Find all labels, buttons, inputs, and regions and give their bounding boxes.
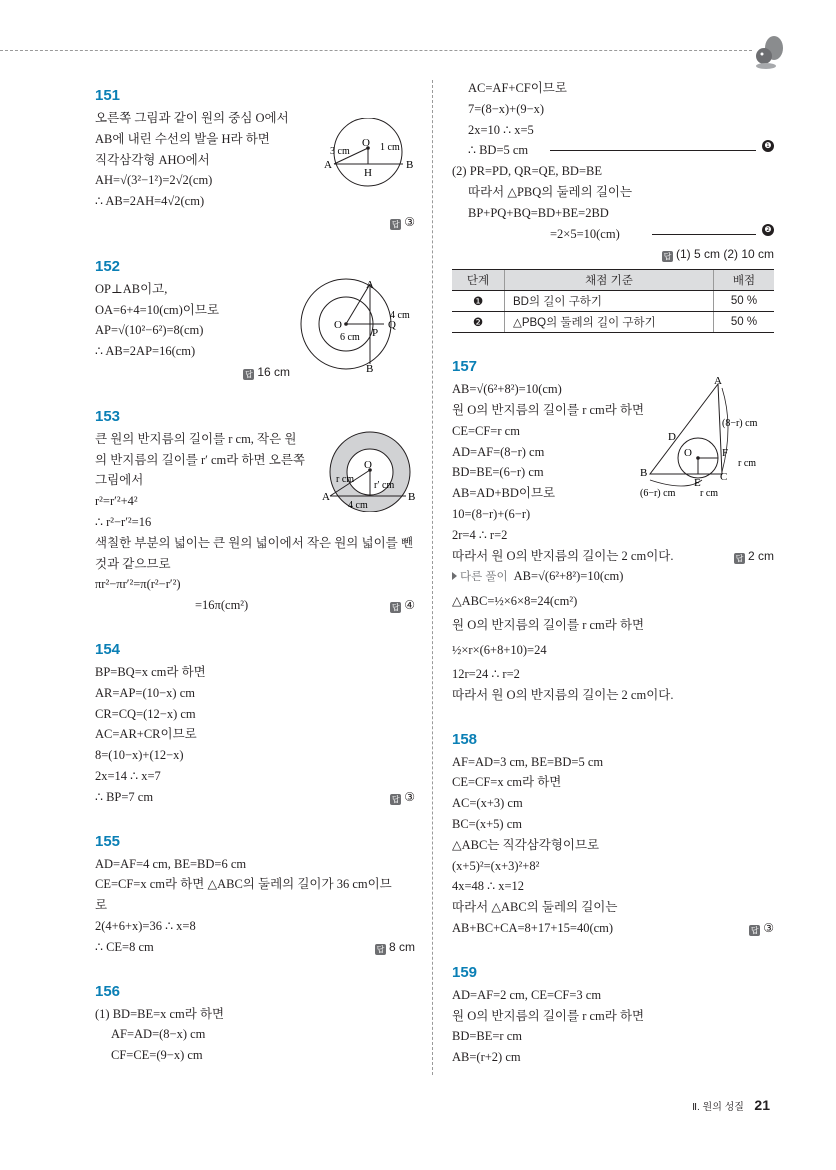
solution-line: 7=(8−x)+(9−x)	[468, 101, 545, 116]
svg-text:r cm: r cm	[738, 458, 757, 469]
problem-number: 158	[452, 730, 478, 748]
page-number: 21	[754, 1097, 770, 1113]
solution-line: △ABC=½×6×8=24(cm²)	[452, 594, 578, 609]
solution-line: 따라서 △ABC의 둘레의 길이는	[452, 900, 618, 915]
step-marker-1: ❶	[762, 140, 774, 152]
svg-text:r cm: r cm	[700, 488, 719, 499]
solution-line: AB=√(6²+8²)=10(cm)	[452, 382, 562, 397]
svg-text:4 cm: 4 cm	[390, 310, 410, 321]
solution-line: 원 O의 반지름의 길이를 r cm라 하면	[452, 402, 645, 417]
solution-line: ∴ BP=7 cm	[95, 789, 154, 804]
label-H: H	[364, 167, 372, 179]
right-column	[452, 78, 774, 1068]
answer-badge: 답 (1) 5 cm (2) 10 cm	[663, 247, 774, 262]
answer-row	[95, 362, 290, 383]
svg-text:C: C	[720, 471, 728, 483]
solution-line: BP+PQ+BQ=BD+BE=2BD	[468, 205, 609, 220]
solution-line: AC=AF+CF이므로	[468, 81, 567, 95]
solution-line: CF=CE=(9−x) cm	[111, 1048, 203, 1063]
solution-line: 원 O의 반지름의 길이를 r cm라 하면	[452, 1008, 645, 1023]
table-cell: BD의 길이 구하기	[505, 291, 714, 312]
solution-line: 로	[95, 898, 108, 913]
table-cell: △PBQ의 둘레의 길이 구하기	[505, 312, 714, 333]
table-header: 배점	[714, 270, 775, 291]
table-row	[452, 291, 774, 312]
svg-text:(8−r) cm: (8−r) cm	[722, 418, 758, 429]
solution-line: AH=√(3²−1²)=2√2(cm)	[95, 173, 213, 188]
answer-badge: 답 8 cm	[376, 939, 415, 954]
problem-number: 154	[95, 640, 121, 658]
svg-text:Q: Q	[388, 319, 396, 331]
figure-153-annulus	[318, 430, 420, 512]
svg-text:r′ cm: r′ cm	[374, 480, 395, 491]
problem-number: 156	[95, 982, 121, 1000]
solution-line: AF=AD=3 cm, BE=BD=5 cm	[452, 754, 604, 769]
figure-151-circle	[312, 118, 420, 192]
svg-text:6 cm: 6 cm	[340, 332, 360, 343]
answer-row	[95, 595, 415, 616]
left-column	[95, 84, 415, 1066]
solution-line: ∴ AB=2AP=16(cm)	[95, 344, 196, 359]
solution-line: BD=BE=r cm	[452, 1029, 522, 1044]
answer-badge: 답 ④	[391, 598, 415, 613]
solution-line: AD=AF=(8−r) cm	[452, 444, 545, 459]
alt-solution-line: 다른 풀이 AB=√(6²+8²)=10(cm)	[452, 566, 774, 587]
scoring-table	[452, 269, 774, 333]
figure-152-concentric-circles	[300, 276, 420, 372]
solution-line: 2x=14 ∴ x=7	[95, 768, 161, 783]
table-header: 단계	[452, 270, 505, 291]
answer-badge: 답 2 cm	[735, 548, 774, 563]
solution-line: AB=(r+2) cm	[452, 1050, 521, 1065]
answer-box-icon: 답	[244, 369, 253, 379]
solution-line: 4x=48 ∴ x=12	[452, 879, 525, 894]
label-B: B	[406, 159, 414, 171]
svg-text:F: F	[722, 447, 729, 459]
solution-line: AD=AF=2 cm, CE=CF=3 cm	[452, 987, 602, 1002]
solution-line: 따라서 원 O의 반지름의 길이는 2 cm이다.	[452, 687, 674, 702]
column-divider	[432, 80, 433, 1075]
answer-row	[95, 937, 415, 958]
solution-line: (x+5)²=(x+3)²+8²	[452, 858, 540, 873]
solution-line: BD=BE=(6−r) cm	[452, 465, 544, 480]
svg-text:4 cm: 4 cm	[348, 500, 368, 511]
table-cell: 50 %	[714, 291, 775, 312]
svg-text:D: D	[668, 431, 676, 443]
answer-box-icon: 답	[391, 219, 400, 229]
answer-badge: 답 16 cm	[244, 364, 290, 379]
alt-solution-label: 다른 풀이	[460, 571, 508, 584]
svg-text:(6−r) cm: (6−r) cm	[640, 488, 676, 499]
solution-line: CE=CF=r cm	[452, 423, 520, 438]
solution-line: 따라서 원 O의 반지름의 길이는 2 cm이다.	[452, 548, 674, 563]
svg-text:A: A	[322, 491, 330, 503]
svg-text:A: A	[714, 376, 722, 387]
table-row	[452, 312, 774, 333]
answer-box-icon: 답	[391, 794, 400, 804]
step-marker-2: ❷	[762, 224, 774, 236]
answer-row	[452, 546, 774, 567]
solution-line: AB에 내린 수선의 발을 H라 하면	[95, 131, 270, 146]
page-footer	[692, 1097, 770, 1115]
solution-line: AD=AF=4 cm, BE=BD=6 cm	[95, 856, 247, 871]
solution-line: 것과 같으므로	[95, 556, 171, 571]
solution-line: =16π(cm²)	[195, 598, 249, 613]
solution-line: △ABC는 직각삼각형이므로	[452, 837, 600, 852]
solution-line: 8=(10−x)+(12−x)	[95, 748, 184, 763]
solution-line: 10=(8−r)+(6−r)	[452, 506, 531, 521]
table-cell: ❶	[452, 291, 505, 312]
solution-line: r²=r′²+4²	[95, 494, 138, 509]
problem-number: 151	[95, 87, 121, 104]
problem-number: 152	[95, 257, 121, 275]
answer-row	[95, 212, 415, 233]
table-cell: ❷	[452, 312, 505, 333]
solution-line: ∴ r²−r′²=16	[95, 514, 152, 529]
solution-line: 그림에서	[95, 473, 144, 488]
solution-line: 큰 원의 반지름의 길이를 r cm, 작은 원	[95, 431, 297, 446]
solution-line: ∴ BD=5 cm ❶	[452, 140, 774, 161]
solution-line: 의 반지름의 길이를 r′ cm라 하면 오른쪽	[95, 452, 305, 467]
answer-row	[452, 244, 774, 265]
label-A: A	[324, 159, 332, 171]
solution-line: 원 O의 반지름의 길이를 r cm라 하면	[452, 618, 645, 633]
figure-157-right-triangle-incircle	[636, 376, 778, 500]
solution-line: ½×r×(6+8+10)=24	[452, 642, 547, 657]
answer-row	[95, 787, 415, 808]
solution-line: CR=CQ=(12−x) cm	[95, 706, 196, 721]
solution-line: ∴ CE=8 cm	[95, 939, 154, 954]
chapter-label: Ⅱ. 원의 성질	[692, 1102, 744, 1113]
solution-line: 2r=4 ∴ r=2	[452, 527, 508, 542]
svg-text:O: O	[684, 447, 692, 459]
answer-box-icon: 답	[376, 944, 385, 954]
svg-text:r cm: r cm	[336, 474, 355, 485]
solution-line: BC=(x+5) cm	[452, 816, 522, 831]
answer-row	[452, 918, 774, 939]
svg-text:B: B	[408, 491, 416, 503]
svg-text:B: B	[640, 467, 648, 479]
answer-badge: 답 ③	[391, 214, 415, 229]
solution-line: BP=BQ=x cm라 하면	[95, 664, 206, 679]
solution-line: 따라서 △PBQ의 둘레의 길이는	[468, 184, 633, 199]
svg-text:O: O	[334, 319, 342, 331]
solution-line: 2x=10 ∴ x=5	[468, 122, 534, 137]
answer-box-icon: 답	[391, 603, 400, 613]
solution-line: CE=CF=x cm라 하면	[452, 775, 562, 790]
arrow-right-icon	[452, 572, 457, 580]
solution-line: ∴ AB=2AH=4√2(cm)	[95, 194, 205, 209]
answer-badge: 답 ③	[391, 789, 415, 804]
svg-text:B: B	[366, 363, 374, 372]
solution-line: (2) PR=PD, QR=QE, BD=BE	[452, 164, 602, 179]
label-3cm: 3 cm	[330, 146, 350, 157]
solution-line: =2×5=10(cm) ❷	[452, 224, 774, 245]
svg-text:A: A	[366, 279, 374, 291]
problem-number: 157	[452, 358, 478, 376]
solution-line: AF=AD=(8−x) cm	[111, 1027, 206, 1042]
svg-text:O: O	[364, 459, 372, 471]
svg-text:P: P	[372, 327, 379, 339]
header-rule	[0, 50, 752, 51]
label-1cm: 1 cm	[380, 142, 400, 153]
problem-number: 155	[95, 832, 121, 850]
solution-line: AC=AR+CR이므로	[95, 727, 197, 742]
solution-line: AC=(x+3) cm	[452, 796, 523, 811]
solution-line: CE=CF=x cm라 하면 △ABC의 둘레의 길이가 36 cm이므	[95, 877, 392, 892]
problem-number: 159	[452, 963, 478, 981]
answer-badge: 답 ③	[750, 920, 774, 935]
answer-box-icon: 답	[750, 925, 759, 935]
svg-text:E: E	[694, 477, 701, 489]
table-cell: 50 %	[714, 312, 775, 333]
squirrel-mascot-icon	[750, 32, 790, 72]
solution-line: 오른쪽 그림과 같이 원의 중심 O에서	[95, 111, 289, 125]
answer-box-icon: 답	[663, 252, 672, 262]
solution-line: OA=6+4=10(cm)이므로	[95, 302, 220, 317]
solution-line: AB=AD+BD이므로	[452, 486, 556, 501]
solution-line: 12r=24 ∴ r=2	[452, 666, 520, 681]
answer-box-icon: 답	[735, 553, 744, 563]
solution-line: 2(4+6+x)=36 ∴ x=8	[95, 918, 196, 933]
problem-number: 153	[95, 407, 121, 425]
solution-line: AR=AP=(10−x) cm	[95, 685, 195, 700]
table-header: 채점 기준	[505, 270, 714, 291]
solution-line: OP⊥AB이고,	[95, 281, 168, 296]
solution-line: AP=√(10²−6²)=8(cm)	[95, 323, 204, 338]
label-O: O	[362, 137, 370, 149]
solution-line: (1) BD=BE=x cm라 하면	[95, 1006, 225, 1021]
solution-line: 직각삼각형 AHO에서	[95, 152, 210, 167]
solution-line: AB+BC+CA=8+17+15=40(cm)	[452, 920, 614, 935]
solution-line: 색칠한 부분의 넓이는 큰 원의 넓이에서 작은 원의 넓이를 뺀	[95, 535, 413, 550]
solution-line: πr²−πr′²=π(r²−r′²)	[95, 577, 181, 592]
